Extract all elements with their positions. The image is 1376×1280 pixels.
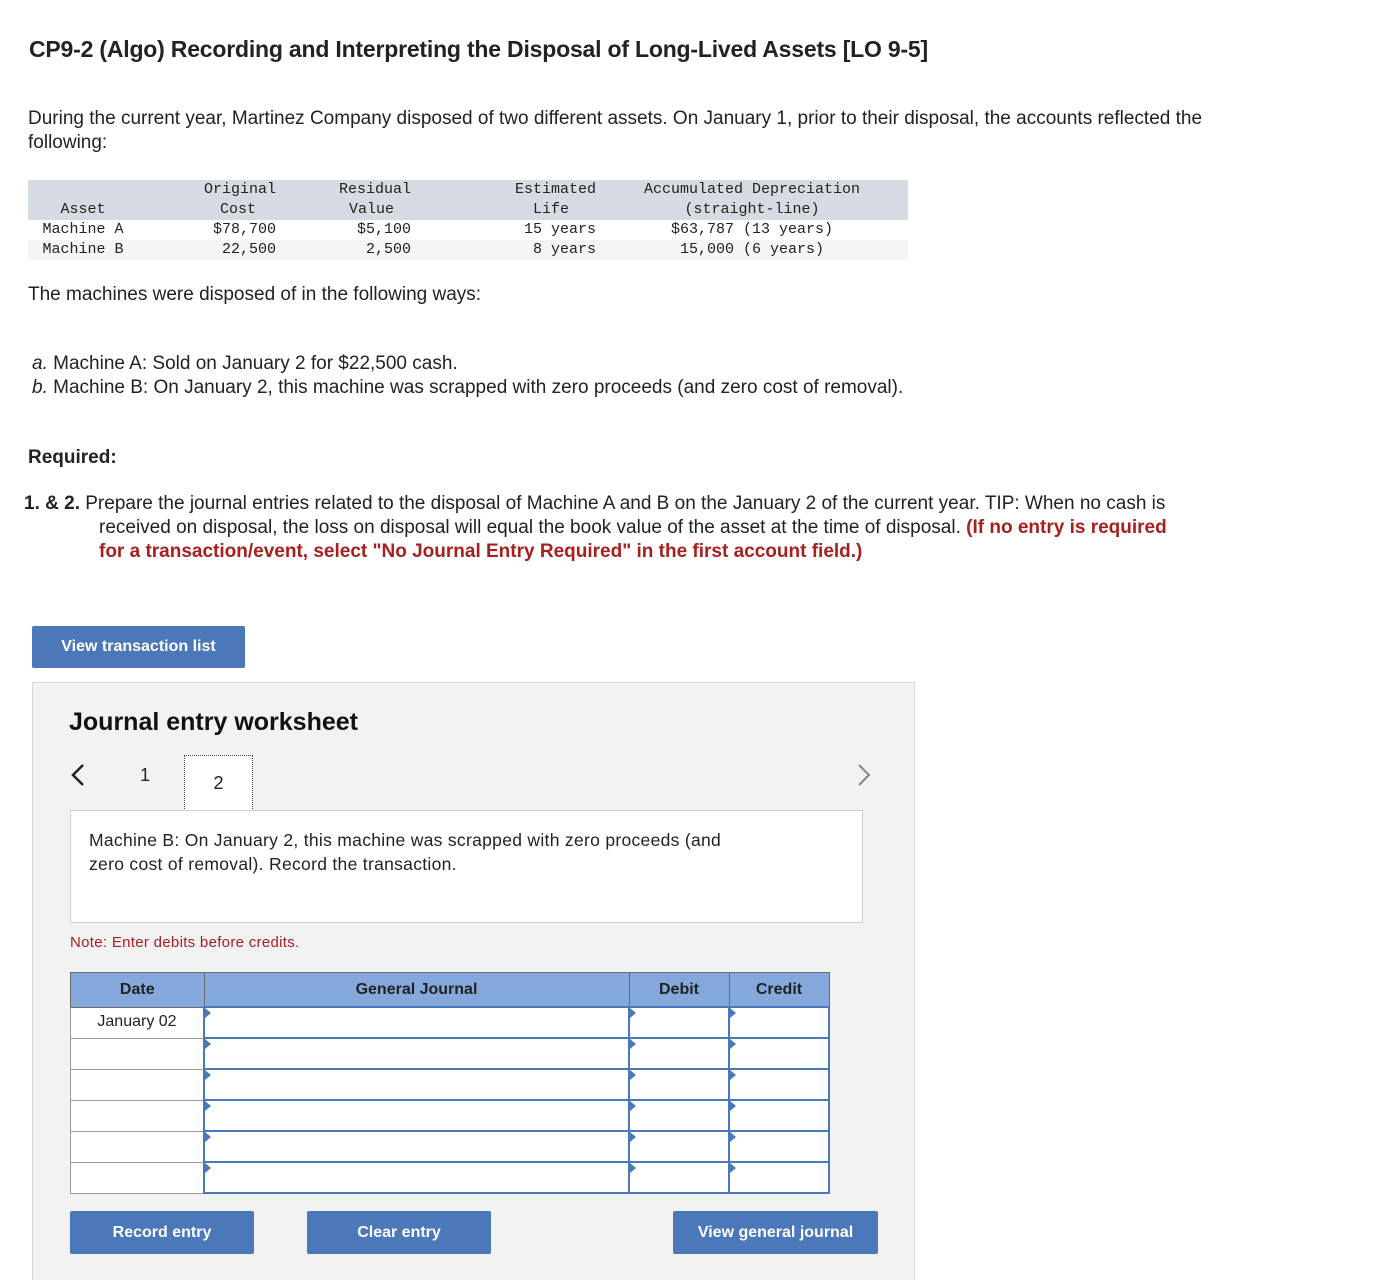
credit-input[interactable] [729,1007,829,1038]
header-life-2: Life [411,200,596,220]
item-letter: a. [32,353,48,374]
disposal-item-a [32,352,903,376]
transaction-description [70,810,863,923]
col-date: Date [71,973,205,1008]
asset-cost: 22,500 [138,240,276,260]
col-debit: Debit [629,973,729,1008]
disposal-items [32,352,903,400]
col-credit: Credit [729,973,829,1008]
account-input[interactable] [204,1069,629,1100]
view-general-journal-button[interactable]: View general journal [673,1211,878,1254]
debit-input[interactable] [629,1038,729,1069]
chevron-right-icon[interactable] [856,762,872,795]
header-asset: Asset [28,200,138,220]
journal-header-row [71,973,830,1008]
journal-row [71,1038,830,1069]
view-transaction-list-button[interactable]: View transaction list [32,626,245,668]
required-number: 1. & 2. [24,493,80,514]
journal-table [70,972,830,1194]
required-line1: Prepare the journal entries related to the disposal of Machine A and B on the January 2 of the current year. TIP: When no cash is [79,493,1166,514]
header-life-1: Estimated [411,180,596,200]
disposal-intro: The machines were disposed of in the following ways: [28,284,482,305]
asset-name: Machine B [28,240,138,260]
date-cell [71,1131,205,1162]
header-cost-1: Original [138,180,276,200]
required-text [24,492,1294,564]
page-2-tab[interactable]: 2 [184,755,253,811]
asset-life: 8 years [411,240,596,260]
credit-input[interactable] [729,1069,829,1100]
credit-input[interactable] [729,1131,829,1162]
journal-row [71,1100,830,1131]
asset-life: 15 years [523,221,596,238]
disposal-item-b [32,376,903,400]
credit-input[interactable] [729,1162,829,1193]
header-asset-blank [28,180,138,200]
date-cell [71,1069,205,1100]
description-line1: Machine B: On January 2, this machine was scrapped with zero proceeds (and [89,830,722,850]
asset-row-a [28,220,908,240]
account-input[interactable] [204,1100,629,1131]
item-letter: b. [32,377,48,398]
journal-row [71,1131,830,1162]
date-cell [71,1038,205,1069]
asset-residual: 2,500 [276,240,411,260]
asset-cost: $78,700 [212,221,276,238]
asset-accum: 15,000 (6 years) [596,240,908,260]
required-line2: received on disposal, the loss on disposal will equal the book value of the asset at the time of disposal. [99,517,967,538]
page-title: CP9-2 (Algo) Recording and Interpreting the Disposal of Long-Lived Assets [LO 9-5] [29,36,928,62]
item-text: Machine B: On January 2, this machine was scrapped with zero proceeds (and zero cost of removal). [47,377,904,398]
asset-table [28,180,908,260]
asset-residual: $5,100 [356,221,411,238]
header-cost-2: Cost [138,200,276,220]
debit-input[interactable] [629,1100,729,1131]
asset-table-header-1 [28,180,908,200]
debit-input[interactable] [629,1069,729,1100]
required-red1: (If no entry is required [966,517,1167,538]
debit-input[interactable] [629,1007,729,1038]
account-input[interactable] [204,1038,629,1069]
asset-row-b [28,240,908,260]
clear-entry-button[interactable]: Clear entry [307,1211,491,1254]
chevron-left-icon[interactable] [70,762,86,795]
record-entry-button[interactable]: Record entry [70,1211,254,1254]
journal-row [71,1007,830,1038]
debit-credit-note: Note: Enter debits before credits. [70,934,300,951]
journal-row [71,1069,830,1100]
date-cell [71,1162,205,1193]
header-residual-1: Residual [276,180,411,200]
header-accum-1: Accumulated Depreciation [596,180,908,200]
asset-accum: $63,787 (13 years) [670,221,834,238]
date-cell [71,1007,205,1038]
asset-table-header-2 [28,200,908,220]
intro-text: During the current year, Martinez Company disposed of two different assets. On January 1, prior to their disposal, the accounts reflected the following: [28,108,1203,153]
header-residual-2: Value [276,200,411,220]
date-value: January 02 [97,1012,177,1030]
credit-input[interactable] [729,1038,829,1069]
account-input[interactable] [204,1162,629,1193]
description-line2: zero cost of removal). Record the transaction. [89,854,457,874]
asset-name: Machine A [42,221,124,238]
header-accum-2: (straight-line) [596,200,908,220]
item-text: Machine A: Sold on January 2 for $22,500 cash. [47,353,458,374]
account-input[interactable] [204,1007,629,1038]
col-general-journal: General Journal [204,973,629,1008]
page-1-tab[interactable]: 1 [140,765,151,785]
credit-input[interactable] [729,1100,829,1131]
debit-input[interactable] [629,1131,729,1162]
debit-input[interactable] [629,1162,729,1193]
journal-row [71,1162,830,1193]
required-red2: for a transaction/event, select "No Journal Entry Required" in the first account field.) [99,541,863,562]
required-heading: Required: [28,447,117,468]
account-input[interactable] [204,1131,629,1162]
worksheet-title: Journal entry worksheet [69,708,358,736]
date-cell [71,1100,205,1131]
